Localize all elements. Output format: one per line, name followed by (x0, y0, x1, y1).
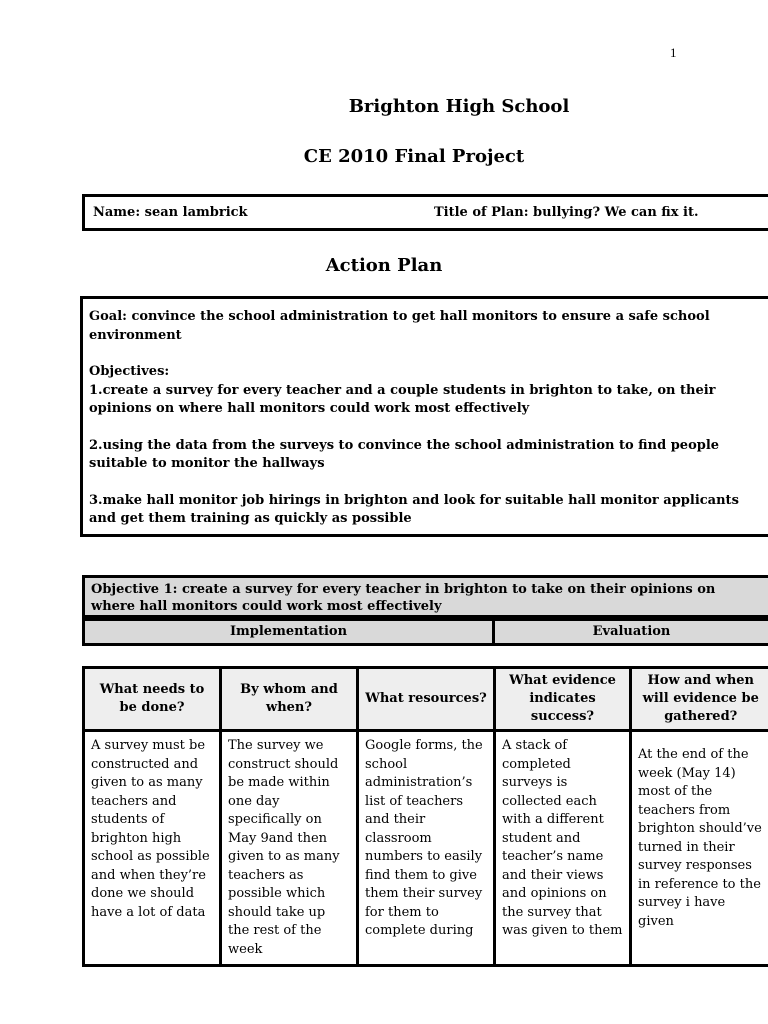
table-header-row (84, 668, 768, 731)
objective-2: 2.using the data from the surveys to convince the school administration to find people suitable to monitor the hallways (89, 437, 720, 471)
school-title: Brighton High School (348, 96, 570, 117)
table-cell: A stack of completed surveys is collected each with a different student and teacher’s name and their views and opinions on the survey that was given to them (495, 731, 631, 966)
table-header-cell: How and when will evidence be gathered? (631, 668, 768, 731)
evaluation-header: Evaluation (492, 618, 768, 646)
table-cell: A survey must be constructed and given to as many teachers and students of brighton high school as possible and when they’re done we should have a lot of data (84, 731, 221, 966)
page-number: 1 (670, 45, 677, 60)
table-cell: Google forms, the school administration’s list of teachers and their classroom numbers to easily find them to give them their survey for them to complete during (358, 731, 495, 966)
implementation-header: Implementation (82, 618, 495, 646)
objective-3: 3.make hall monitor job hirings in brighton and look for suitable hall monitor applicants and get them training as quickly as possible (89, 492, 739, 526)
table-cell: The survey we construct should be made within one day specifically on May 9and then given to as many teachers as possible which should take up the rest of the week (221, 731, 358, 966)
table-header-cell: What resources? (358, 668, 495, 731)
plan-title: Title of Plan: bullying? We can fix it. (434, 205, 699, 220)
table-header-cell: What needs to be done? (84, 668, 221, 731)
objectives-label: Objectives: (89, 364, 170, 379)
table-header-cell: What evidence indicates success? (495, 668, 631, 731)
table-row (84, 731, 768, 966)
objective-1-header: Objective 1: create a survey for every teacher in brighton to take on their opinions on where hall monitors could work most effectively (82, 575, 768, 618)
table-header-cell: By whom and when? (221, 668, 358, 731)
objective-1: 1.create a survey for every teacher and a couple students in brighton to take, on their opinions on where hall monitors could work most effectively (89, 382, 716, 416)
project-title: CE 2010 Final Project (303, 146, 525, 167)
goal-objectives-box (80, 296, 768, 537)
action-table (82, 666, 768, 967)
student-name: Name: sean lambrick (93, 205, 248, 220)
goal-text: Goal: convince the school administration to get hall monitors to ensure a safe school environment (89, 309, 710, 343)
table-cell: At the end of the week (May 14) most of the teachers from brighton should’ve turned in their survey responses in reference to the survey i have given (631, 731, 768, 966)
name-title-box (82, 194, 768, 231)
action-plan-heading: Action Plan (325, 255, 443, 276)
